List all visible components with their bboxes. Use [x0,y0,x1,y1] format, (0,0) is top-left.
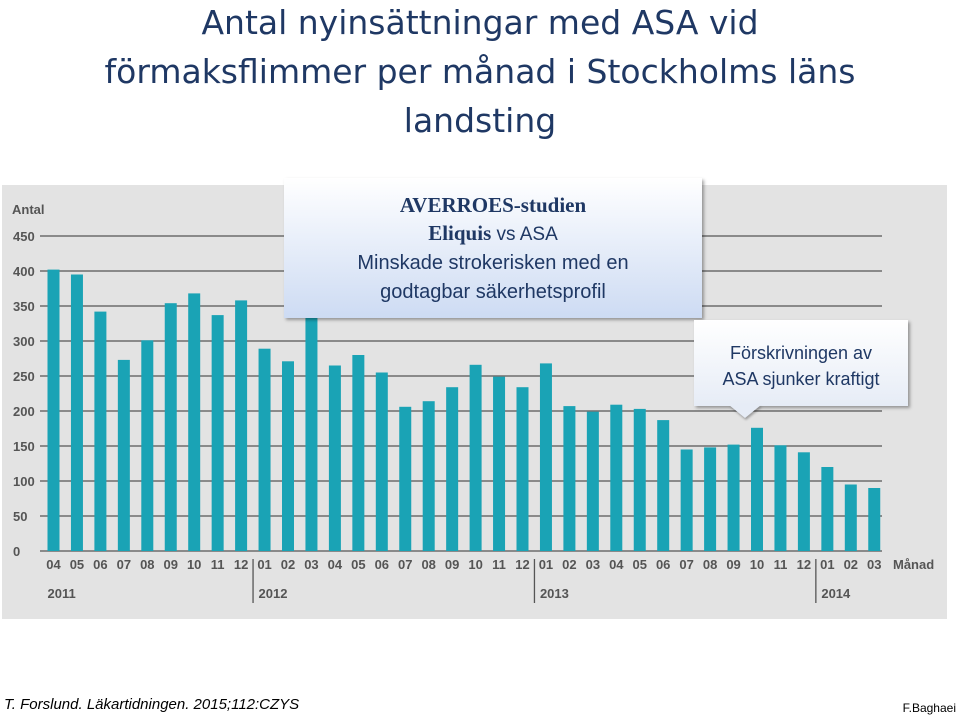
bar [821,467,833,551]
callout-comparison: vs ASA [491,224,558,245]
bar [517,387,529,551]
bar [282,361,294,551]
year-label: 2011 [47,586,76,601]
y-tick-label: 150 [13,439,35,454]
x-tick-label: 04 [609,557,624,572]
bar [71,275,83,552]
x-tick-label: 05 [351,557,366,572]
y-tick-label: 50 [13,509,28,524]
year-label: 2013 [539,586,569,601]
x-tick-label: 10 [749,557,765,572]
x-tick-label: 12 [515,557,530,572]
x-tick-label: 03 [585,557,601,572]
x-tick-label: 08 [702,557,718,572]
bar [681,450,693,552]
bar [845,485,857,552]
x-tick-label: 12 [233,557,249,572]
callout-study-line3: Minskade strokerisken med en [357,252,629,274]
x-tick-label: 11 [773,557,788,572]
y-tick-label: 250 [13,369,35,384]
x-tick-label: 03 [867,557,882,572]
bar [798,452,810,551]
bar [118,360,130,551]
x-tick-label: 06 [655,557,671,572]
x-tick-label: 09 [163,557,178,572]
bar [634,409,646,551]
bar [235,300,247,551]
bar [212,315,224,551]
y-tick-label: 450 [13,229,35,244]
x-tick-label: 02 [843,557,859,572]
callout-asa-line1: Förskrivningen av [729,343,873,363]
x-tick-label: 06 [93,557,108,572]
x-tick-label: 08 [421,557,436,572]
title-line-3: landsting [403,101,557,140]
slide-title [0,0,960,145]
bar [188,293,200,551]
title-line-1: Antal nyinsättningar med ASA vid [201,3,759,42]
bar [493,377,505,551]
x-tick-label: 07 [398,557,413,572]
y-tick-label: 100 [13,474,35,489]
bar [446,387,458,551]
bar [657,420,669,551]
x-tick-label: 05 [69,557,85,572]
callout-study-title: AVERROES-studien [399,193,587,217]
bar [704,447,716,551]
x-tick-label: 02 [280,557,296,572]
x-tick-label: 06 [374,557,390,572]
y-tick-label: 0 [13,544,21,559]
x-tick-label: 08 [140,557,155,572]
x-tick-label: 07 [116,557,132,572]
bar [563,406,575,551]
bar [751,428,763,551]
callout-study-line4: godtagbar säkerhetsprofil [380,281,606,303]
x-tick-label: 10 [186,557,202,572]
bar [329,366,341,552]
bar [48,270,60,551]
bar [399,407,411,551]
x-tick-label: 12 [796,557,812,572]
x-tick-label: 05 [632,557,647,572]
x-tick-label: 02 [562,557,577,572]
y-tick-label: 200 [13,404,35,419]
x-tick-label: 04 [327,557,343,572]
x-tick-label: 09 [444,557,460,572]
x-tick-label: 01 [820,557,835,572]
y-tick-label: 400 [13,264,35,279]
x-tick-label: 01 [538,557,554,572]
averroes-callout [284,178,702,318]
bar [165,303,177,551]
y-axis-label: Antal [12,202,45,217]
x-tick-label: 01 [257,557,272,572]
callout-pointer [729,405,761,418]
bar [540,363,552,551]
callout-asa-line2: ASA sjunker kraftigt [722,369,880,389]
y-tick-label: 300 [13,334,35,349]
asa-decline-callout [694,320,908,406]
x-tick-label: 04 [46,557,61,572]
bar [141,340,153,551]
year-label: 2014 [821,586,851,601]
callout-drug-name: Eliquis [428,221,492,245]
bar [376,373,388,552]
bar [470,365,482,551]
title-line-2: förmaksflimmer per månad i Stockholms läns [104,52,856,91]
x-axis-label: Månad [893,557,935,572]
author-tag: F.Baghaei [902,701,956,715]
bar [868,488,880,551]
x-tick-label: 10 [468,557,483,572]
bar [94,312,106,551]
bar [305,314,317,551]
citation: T. Forslund. Läkartidningen. 2015;112:CZYS [4,696,300,713]
x-tick-label: 07 [679,557,694,572]
x-tick-label: 03 [304,557,319,572]
y-tick-label: 350 [13,299,35,314]
x-tick-label: 09 [726,557,741,572]
x-tick-label: 11 [492,557,506,572]
callout-study-line2 [284,219,702,249]
bar [259,349,271,551]
bar [610,405,622,551]
year-label: 2012 [258,586,288,601]
bar [728,445,740,551]
bar [587,412,599,551]
bar [774,445,786,551]
bar [423,401,435,551]
x-tick-label: 11 [210,557,225,572]
bar [352,355,364,551]
